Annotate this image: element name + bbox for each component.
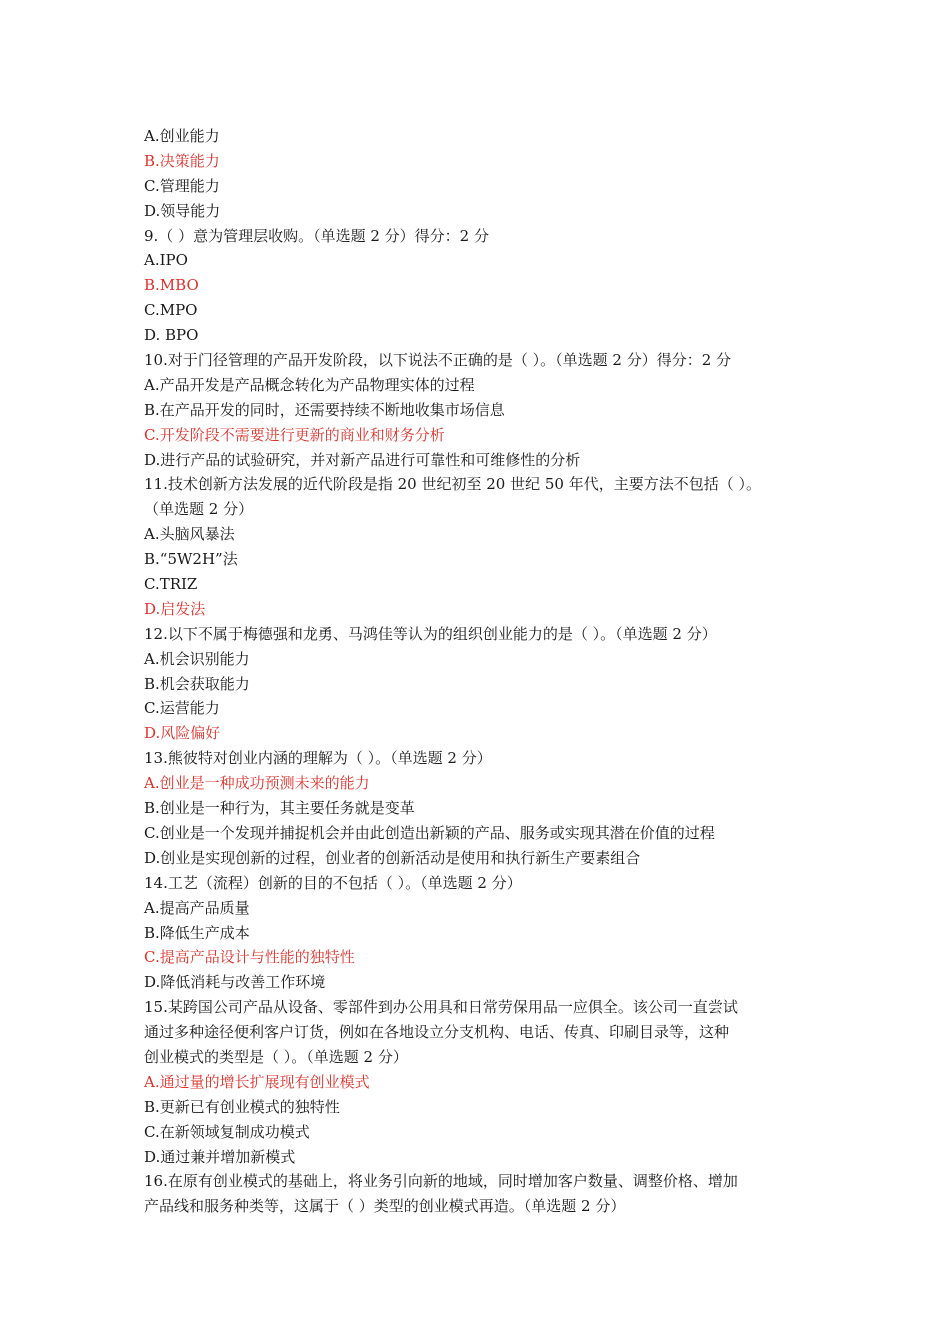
text-line: 12.以下不属于梅德强和龙勇、马鸿佳等认为的组织创业能力的是（ ）。（单选题 2 分） (144, 624, 717, 643)
correct-answer-line: D.启发法 (144, 599, 206, 618)
text-line: D.领导能力 (144, 201, 221, 220)
correct-answer-line: B.MBO (144, 276, 199, 295)
text-line: 15.某跨国公司产品从设备、零部件到办公用具和日常劳保用品一应俱全。该公司一直尝试 (144, 998, 738, 1017)
text-line: A.IPO (144, 251, 188, 270)
text-line: D.通过兼并增加新模式 (144, 1147, 296, 1166)
text-line: C.TRIZ (144, 575, 198, 594)
correct-answer-line: B.决策能力 (144, 151, 220, 170)
text-line: C.创业是一个发现并捕捉机会并由此创造出新颖的产品、服务或实现其潜在价值的过程 (144, 823, 715, 842)
correct-answer-line: D.风险偏好 (144, 724, 221, 743)
text-line: 10.对于门径管理的产品开发阶段，以下说法不正确的是（ ）。（单选题 2 分）得分：2 分 (144, 351, 732, 370)
text-line: A.产品开发是产品概念转化为产品物理实体的过程 (144, 375, 475, 394)
text-line: A.提高产品质量 (144, 898, 250, 917)
correct-answer-line: A.创业是一种成功预测未来的能力 (144, 774, 370, 793)
text-line: 产品线和服务种类等，这属于（ ）类型的创业模式再造。（单选题 2 分） (144, 1197, 626, 1216)
text-line: C.管理能力 (144, 176, 220, 195)
correct-answer-line: A.通过量的增长扩展现有创业模式 (144, 1072, 370, 1091)
text-line: C.运营能力 (144, 699, 220, 718)
text-line: C.MPO (144, 301, 198, 320)
text-line: D.降低消耗与改善工作环境 (144, 973, 326, 992)
text-line: B.在产品开发的同时，还需要持续不断地收集市场信息 (144, 400, 505, 419)
text-line: B.机会获取能力 (144, 674, 250, 693)
text-line: 11.技术创新方法发展的近代阶段是指 20 世纪初至 20 世纪 50 年代，主要方法不包括（ ）。 (144, 475, 761, 494)
text-line: 9.（ ）意为管理层收购。（单选题 2 分）得分：2 分 (144, 226, 489, 245)
text-line: A.头脑风暴法 (144, 525, 235, 544)
text-line: （单选题 2 分） (144, 500, 254, 519)
text-line: B.创业是一种行为，其主要任务就是变革 (144, 799, 415, 818)
question-list (144, 124, 814, 1219)
text-line: A.机会识别能力 (144, 649, 250, 668)
correct-answer-line: C.提高产品设计与性能的独特性 (144, 948, 355, 967)
text-line: B.降低生产成本 (144, 923, 250, 942)
text-line: 通过多种途径便利客户订货，例如在各地设立分支机构、电话、传真、印刷目录等，这种 (144, 1023, 730, 1042)
text-line: 创业模式的类型是（ ）。（单选题 2 分） (144, 1047, 408, 1066)
correct-answer-line: C.开发阶段不需要进行更新的商业和财务分析 (144, 425, 445, 444)
text-line: D.进行产品的试验研究，并对新产品进行可靠性和可维修性的分析 (144, 450, 581, 469)
text-line: C.在新领域复制成功模式 (144, 1122, 310, 1141)
text-line: D. BPO (144, 326, 199, 345)
text-line: 13.熊彼特对创业内涵的理解为（ ）。（单选题 2 分） (144, 749, 492, 768)
text-line: 16.在原有创业模式的基础上，将业务引向新的地域，同时增加客户数量、调整价格、增加 (144, 1172, 738, 1191)
text-line: A.创业能力 (144, 127, 220, 145)
text-line: 14.工艺（流程）创新的目的不包括（ ）。（单选题 2 分） (144, 873, 522, 892)
text-line: B.更新已有创业模式的独特性 (144, 1097, 340, 1116)
text-line: D.创业是实现创新的过程，创业者的创新活动是使用和执行新生产要素组合 (144, 848, 641, 867)
text-line: B.“5W2H”法 (144, 550, 238, 569)
